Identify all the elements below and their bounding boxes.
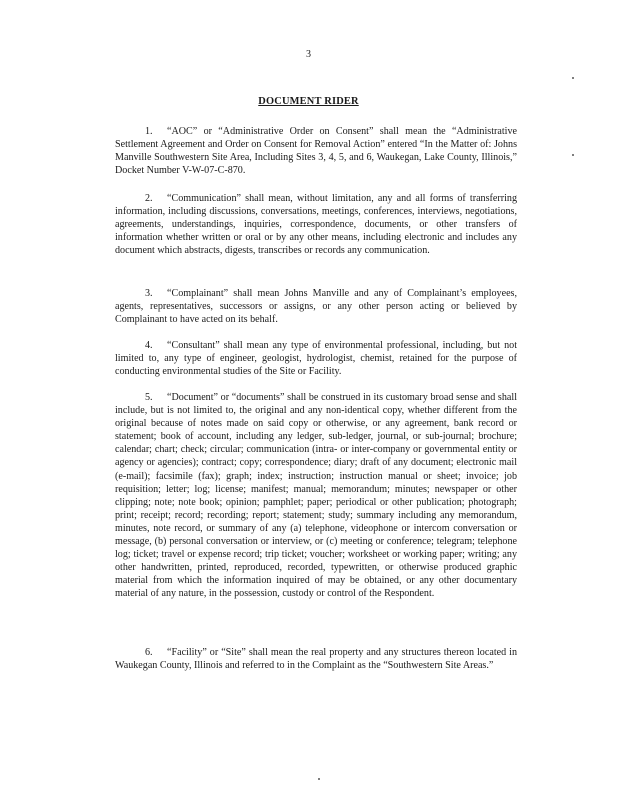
paragraph-number: 1.	[145, 126, 153, 137]
document-title: DOCUMENT RIDER	[258, 96, 359, 107]
definition-paragraph-6	[115, 646, 517, 672]
paragraph-number: 5.	[145, 392, 153, 403]
scan-speck	[572, 77, 574, 79]
paragraph-text: “AOC” or “Administrative Order on Consent” shall mean the “Administrative Settlement Agreement and Order on Consent for Removal Action” entered “In the Matter of: Johns Manville Southwestern Site Area, Including Sites 3, 4, 5, and 6, Waukegan, Lake County, Illinois,” Docket Number V-W-07-C-870.	[115, 126, 517, 177]
definition-paragraph-4	[115, 339, 517, 378]
paragraph-number: 3.	[145, 288, 153, 299]
paragraph-text: “Facility” or “Site” shall mean the real property and any structures thereon located in Waukegan County, Illinois and referred to in the Complaint as the “Southwestern Site Areas.”	[115, 647, 517, 672]
paragraph-text: “Document” or “documents” shall be construed in its customary broad sense and shall include, but is not limited to, the original and any non-identical copy, whether different from the original because of notes made on said copy or otherwise, or any agreement, bank record or statement; book of account, including any ledger, sub-ledger, journal, or sub-journal; brochure; calendar; chart; check; circular; communication (intra- or inter-company or governmental entity or agency or agencies); contract; copy; correspondence; diary; draft of any document; electronic mail (e-mail); facsimile (fax); graph; index; instruction; instruction manual or sheet; invoice; job requisition; letter; log; license; manifest; manual; memorandum; minutes; newspaper or other clipping; note; note book; opinion; pamphlet; paper; periodical or other publication; photograph; print; receipt; record; recording; report; statement; study; summary including any memorandum, minutes, note record, or summary of any (a) telephone, videophone or intercom conversation or message, (b) personal conversation or interview, or (c) meeting or conference; telegram; telephone log; ticket; travel or expense record; trip ticket; voucher; worksheet or working paper; writing; any other handwritten, printed, reproduced, recorded, typewritten, or otherwise produced graphic material from which the information inquired of may be obtained, or any other documentary material of any nature, in the possession, custody or control of the Respondent.	[115, 392, 517, 600]
scan-speck	[572, 154, 574, 156]
definition-paragraph-3	[115, 287, 517, 326]
definition-paragraph-2	[115, 192, 517, 257]
paragraph-text: “Complainant” shall mean Johns Manville and any of Complainant’s employees, agents, representatives, successors or assigns, or any other person acting or believed by Complainant to have acted on its behalf.	[115, 288, 517, 326]
scan-speck	[318, 778, 320, 780]
paragraph-text: “Consultant” shall mean any type of environmental professional, including, but not limited to, any type of engineer, geologist, hydrologist, chemist, retained for the purpose of conducting environmental studies of the Site or Facility.	[115, 340, 517, 378]
paragraph-text: “Communication” shall mean, without limitation, any and all forms of transferring information, including discussions, conversations, meetings, conferences, interviews, negotiations, agreements, understandings, inquiries, correspondence, documents, or other transfers of information whether written or oral or by any other means, including electronic and includes any document which abstracts, digests, transcribes or records any communication.	[115, 193, 517, 257]
paragraph-number: 4.	[145, 340, 153, 351]
definition-paragraph-1	[115, 125, 517, 177]
paragraph-number: 6.	[145, 647, 153, 658]
definition-paragraph-5	[115, 391, 517, 601]
page-number: 3	[306, 49, 311, 60]
paragraph-number: 2.	[145, 193, 153, 204]
